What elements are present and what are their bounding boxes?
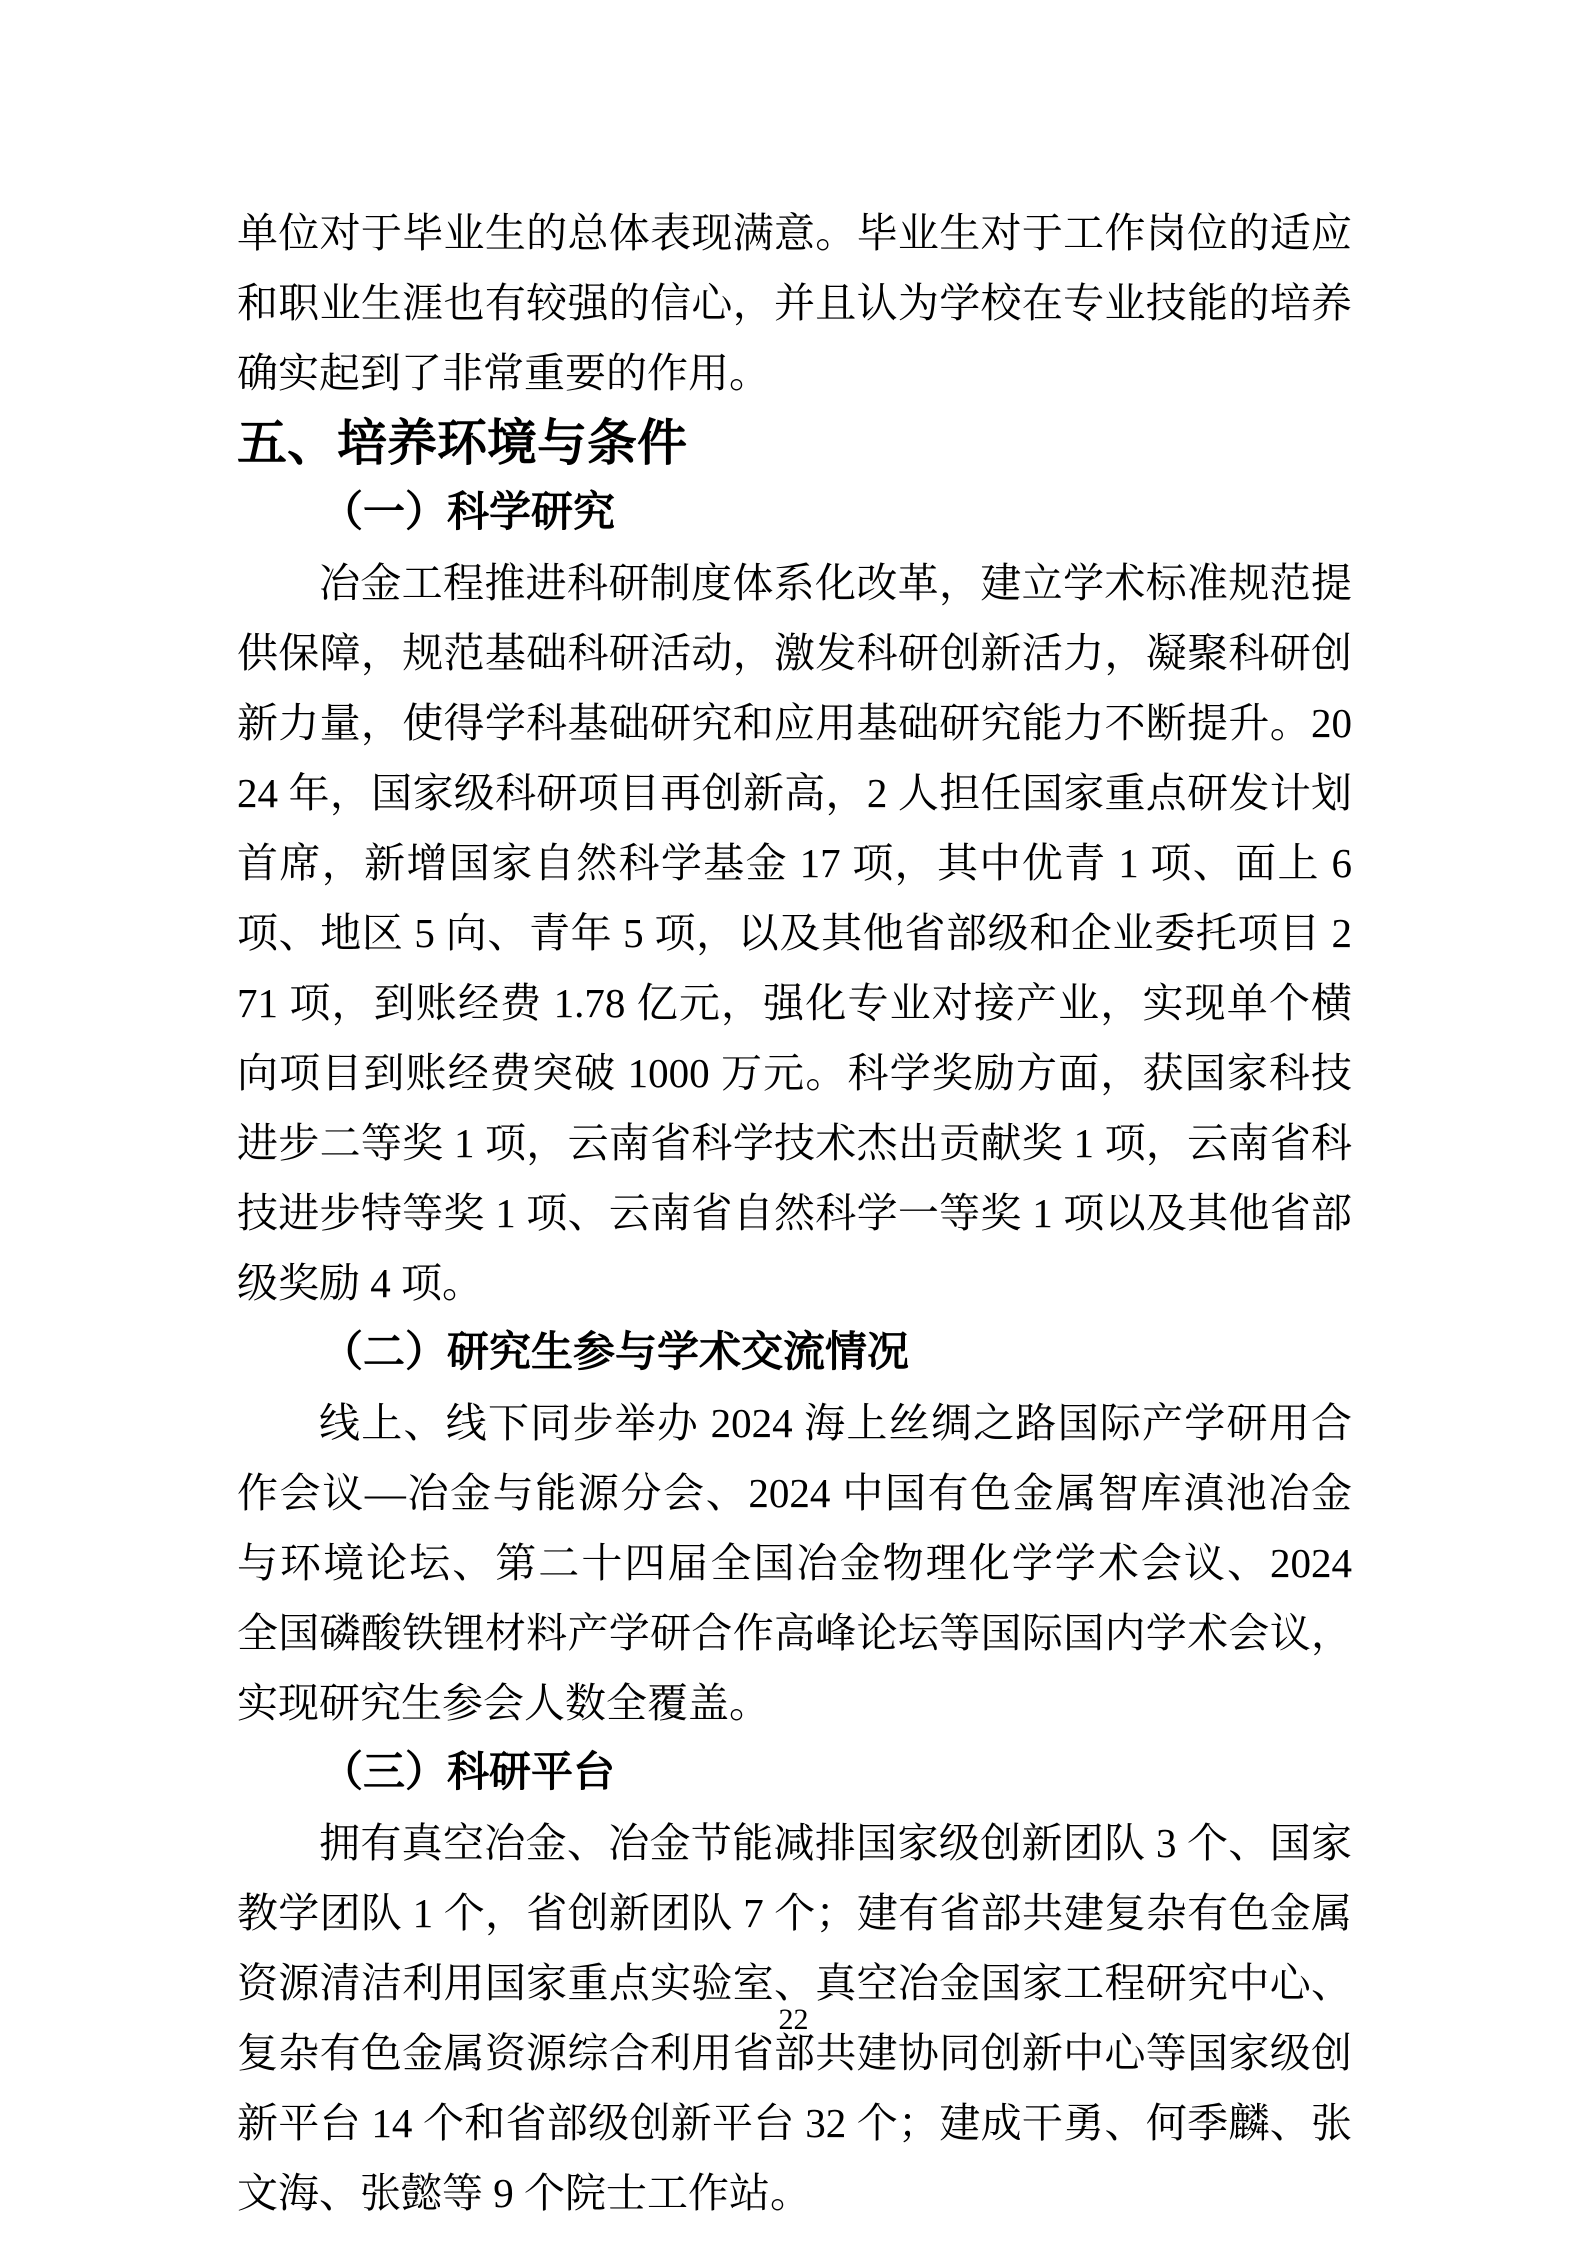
subsection-body-3: 拥有真空冶金、冶金节能减排国家级创新团队 3 个、国家教学团队 1 个，省创新团队 7 个；建有省部共建复杂有色金属资源清洁利用国家重点实验室、真空冶金国家工程研究中心、复杂有色金属资源综合利用省部共建协同创新中心等国家级创新平台 14 个和省部级创新平台 32 个；建成干勇、何季麟、张文海、张懿等 9 个院士工作站。 <box>237 1820 1352 2216</box>
intro-paragraph: 单位对于毕业生的总体表现满意。毕业生对于工作岗位的适应和职业生涯也有较强的信心，并且认为学校在专业技能的培养确实起到了非常重要的作用。 <box>237 210 1352 396</box>
subsection-heading-1: （一）科学研究 <box>321 490 616 536</box>
subsection-heading-3: （三）科研平台 <box>321 1750 616 1796</box>
subsection-body-1: 冶金工程推进科研制度体系化改革，建立学术标准规范提供保障，规范基础科研活动，激发科研创新活力，凝聚科研创新力量，使得学科基础研究和应用基础研究能力不断提升。2024 年，国家级科研项目再创新高，2 人担任国家重点研发计划首席，新增国家自然科学基金 17 项，其中优青 1 项、面上 6 项、地区 5 向、青年 5 项，以及其他省部级和企业委托项目 271 项，到账经费 1.78 亿元，强化专业对接产业，实现单个横向项目到账经费突破 1000 万元。科学奖励方面，获国家科技进步二等奖 1 项，云南省科学技术杰出贡献奖 1 项，云南省科技进步特等奖 1 项、云南省自然科学一等奖 1 项以及其他省部级奖励 4 项。 <box>237 560 1352 1306</box>
page-content <box>237 198 1352 2228</box>
section-title: 五、培养环境与条件 <box>237 415 687 471</box>
subsection-heading-2: （二）研究生参与学术交流情况 <box>321 1330 910 1376</box>
subsection-body-2: 线上、线下同步举办 2024 海上丝绸之路国际产学研用合作会议—冶金与能源分会、2024 中国有色金属智库滇池冶金与环境论坛、第二十四届全国冶金物理化学学术会议、2024 全国磷酸铁锂材料产学研合作高峰论坛等国际国内学术会议，实现研究生参会人数全覆盖。 <box>237 1400 1352 1726</box>
page-number: 22 <box>778 2003 809 2036</box>
